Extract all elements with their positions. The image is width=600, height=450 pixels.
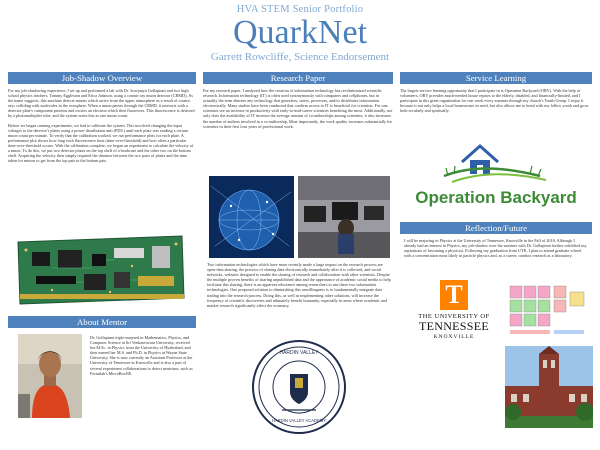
research-heading: Research Paper	[203, 72, 393, 84]
ut-power-t: T	[440, 280, 468, 310]
service-text: The largest service learning opportunity that I participate in is Operation Backyard (OBY). With the help of volunteers, OBY provides much-needed house repairs to the elderly, disabled, and financially-limited, and I participate in this great organization for one week every summer through my church's Youth Group. I enjoy it because it not only helps a local homeowner in need, but also allows me to bond with my fellow youth and grow both secularly and spiritually.	[400, 88, 589, 114]
ut-logo	[404, 280, 504, 344]
reflection-section	[400, 222, 592, 258]
poster-subtitle: Garrett Rowcliffe, Science Endorsement	[210, 51, 390, 63]
job-shadow-heading: Job-Shadow Overview	[8, 72, 196, 84]
seal-top-text: HARDIN VALLEY	[279, 350, 319, 356]
middle-column	[203, 72, 393, 129]
service-heading: Service Learning	[400, 72, 592, 84]
poster-supertitle: HVA STEM Senior Portfolio	[236, 4, 364, 15]
research-para-2: Two information technologies which have more recently made a large impact on the research process are open-data sharing, the practice of sharing data electronically immediately after it is collected, and social networks, websites designed to enable the sharing of research and collaboration with other scientists. Despite the multiple proven benefits of sharing unpublished data and the appearance of academic social media to help facilitate this sharing, there is an apparent reluctance among researchers to use these two information technologies. One proposed solution to diminishing this unwillingness is to fundamentally integrate data trading into the research process. Doing this, as well as implementing other solutions, will increase the frequency of scientific discoveries and ultimately benefit humanity, especially in areas where academic and market research significantly affect the economy.	[207, 262, 391, 308]
mentor-bio: Dr. Gollapinni triple-majored in Mathematics, Physics, and Computer Science at Sri Venkateswara University, received her M.Sc. in Physics from the University of Hyderabad, and then earned her M.S. and Ph.D. in Physics at Wayne State University. She is now currently an Assistant Professor at the University of Tennessee in Knoxville and is also a part of several experiment collaborations to detect neutrinos, such as Fermilab's MicroBooNE.	[90, 335, 193, 376]
reflection-text: I will be majoring in Physics at the University of Tennessee, Knoxville in the Fall of 2018. Although I already had an interest in Physics, my job-shadow over the summer with Dr. Gollapinni further solidified my aspirations of becoming a physicist. Following my graduation from UTK, I plan to attend graduate school with a concentration most likely in particle physics and, as a career, conduct research at a laboratory.	[404, 238, 587, 259]
job-shadow-para-2: Before we began running experiments, we had to calibrate the system. This involved changing the input voltages to the detector's plates using a power distribution unit (PDU) until each plate was reading a certain muon count per minute. To verify that the calibration worked, we ran performance plots for each plate. A performance plot shows how long each fluorescence lasts (time-over-threshold) and how often a particular time-over-threshold occurs. With the calibration complete, we began an experiment to calculate the velocity of a muon. To do this, we put two detector plates on the top shelf of a bookcase and the other two on the bottom shelf. Acquiring the velocity then simply required the distance between the two pairs of plates and the time taken for muons to get from the top pair to the bottom pair.	[8, 122, 194, 164]
lab-photo	[298, 176, 390, 258]
network-globe-image	[209, 176, 294, 258]
reflection-heading: Reflection/Future	[400, 222, 592, 234]
job-shadow-para-1: For my job-shadowing experience, I set up and performed a lab with Dr. Sowjanya Gollapinni and two high school physics teachers, Tommy Eggleston and Erica Johnson, using a cosmic ray muon detector (CRMD). As the name suggests, this machine detects muons which arrive from the upper atmosphere as a result of cosmic rays colliding with molecules in the exosphere. When a muon passes through the CRMD, it interacts with a detector plate's component proteins and excites an electron which then fluoresces. This fluorescence is detected by a photomultiplier tube, and the system notes this as one muon count.	[8, 88, 195, 119]
poster-title: QuarkNet	[232, 14, 368, 51]
detector-board-image	[12, 232, 188, 308]
operation-backyard-logo	[400, 136, 592, 212]
right-column	[400, 72, 592, 113]
mentor-photo	[18, 334, 82, 418]
ut-line-3: KNOXVILLE	[433, 334, 475, 340]
mentor-section	[8, 316, 196, 328]
research-para-1: For my research paper, I analyzed how the creation of information technology has revolutionized scientific research. Information technology (IT) is often used synonymously with computers and cellphones, but in actuality the term denotes any technology that generates, stores, processes, and/or distributes information electronically. Many studies have been conducted that confirm access to IT is beneficial for scientists. For one, scientists see an increase in productivity with early-to-mid-career scientists benefiting the most. Additionally, not only does the availability of IT increase the average amount of co-authorships among scientists, it also increases the number of authors involved in a co-authorship. Most importantly, the work quality increases substantially for scientists in their first four years of professional work.	[203, 88, 393, 129]
poster-header	[0, 0, 600, 66]
particle-chart-image	[506, 280, 592, 338]
about-mentor-heading: About Mentor	[8, 316, 196, 328]
ut-line-1: THE UNIVERSITY OF	[418, 313, 490, 320]
operation-backyard-wordmark: Operation Backyard	[415, 188, 577, 207]
ut-building-photo	[505, 346, 593, 428]
seal-bottom-text: HARDIN VALLEY ACADEMY	[271, 418, 327, 423]
left-column	[8, 72, 196, 163]
academy-seal	[252, 340, 346, 434]
ut-line-2: TENNESSEE	[418, 319, 490, 333]
